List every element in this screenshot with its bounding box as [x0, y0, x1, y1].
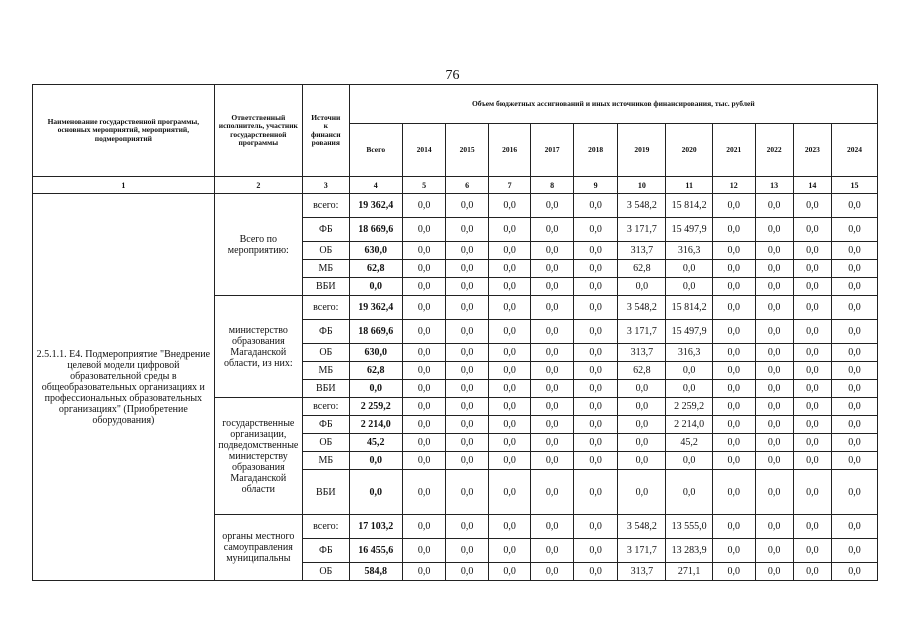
total-cell: 45,2 [349, 434, 402, 452]
column-number: 9 [573, 177, 618, 194]
funding-source-cell: всего: [302, 194, 349, 218]
header-year: 2024 [832, 124, 878, 177]
year-value-cell: 0,0 [402, 380, 446, 398]
column-number: 11 [666, 177, 713, 194]
year-value-cell: 0,0 [488, 398, 531, 416]
year-value-cell: 3 171,7 [618, 320, 666, 344]
year-value-cell: 0,0 [446, 539, 489, 563]
year-value-cell: 0,0 [402, 194, 446, 218]
year-value-cell: 0,0 [832, 539, 878, 563]
year-value-cell: 0,0 [531, 362, 574, 380]
year-value-cell: 0,0 [402, 515, 446, 539]
year-value-cell: 3 171,7 [618, 539, 666, 563]
column-number: 1 [33, 177, 215, 194]
header-year: 2016 [488, 124, 531, 177]
year-value-cell: 0,0 [832, 398, 878, 416]
funding-source-cell: ОБ [302, 563, 349, 581]
year-value-cell: 0,0 [573, 539, 618, 563]
year-value-cell: 0,0 [713, 194, 756, 218]
year-value-cell: 316,3 [666, 242, 713, 260]
year-value-cell: 0,0 [573, 398, 618, 416]
year-value-cell: 0,0 [531, 563, 574, 581]
total-cell: 18 669,6 [349, 218, 402, 242]
year-value-cell: 0,0 [755, 539, 793, 563]
header-program-name: Наименование государственной программы, основных мероприятий, мероприятий, подмероприятий [33, 85, 215, 177]
year-value-cell: 0,0 [402, 398, 446, 416]
year-value-cell: 13 555,0 [666, 515, 713, 539]
year-value-cell: 0,0 [832, 296, 878, 320]
funding-source-cell: МБ [302, 452, 349, 470]
total-cell: 0,0 [349, 470, 402, 515]
year-value-cell: 0,0 [488, 563, 531, 581]
column-number: 12 [713, 177, 756, 194]
year-value-cell: 0,0 [531, 278, 574, 296]
year-value-cell: 0,0 [713, 296, 756, 320]
year-value-cell: 0,0 [488, 296, 531, 320]
funding-source-cell: ФБ [302, 218, 349, 242]
year-value-cell: 0,0 [713, 434, 756, 452]
year-value-cell: 0,0 [713, 260, 756, 278]
year-value-cell: 0,0 [402, 470, 446, 515]
year-value-cell: 0,0 [531, 194, 574, 218]
year-value-cell: 0,0 [793, 563, 831, 581]
year-value-cell: 0,0 [666, 470, 713, 515]
year-value-cell: 15 497,9 [666, 320, 713, 344]
year-value-cell: 0,0 [832, 218, 878, 242]
header-funding-source-line: Источни [311, 112, 341, 122]
column-number: 13 [755, 177, 793, 194]
year-value-cell: 0,0 [573, 416, 618, 434]
year-value-cell: 0,0 [755, 320, 793, 344]
year-value-cell: 0,0 [573, 434, 618, 452]
year-value-cell: 0,0 [446, 434, 489, 452]
year-value-cell: 0,0 [488, 344, 531, 362]
year-value-cell: 0,0 [402, 278, 446, 296]
funding-source-cell: ВБИ [302, 470, 349, 515]
year-value-cell: 0,0 [446, 380, 489, 398]
year-value-cell: 0,0 [832, 416, 878, 434]
total-cell: 62,8 [349, 260, 402, 278]
year-value-cell: 0,0 [755, 194, 793, 218]
header-funding-title: Объем бюджетных ассигнований и иных источников финансирования, тыс. рублей [349, 85, 877, 124]
year-value-cell: 0,0 [666, 260, 713, 278]
year-value-cell: 0,0 [446, 320, 489, 344]
total-cell: 0,0 [349, 380, 402, 398]
year-value-cell: 0,0 [488, 242, 531, 260]
year-value-cell: 0,0 [793, 452, 831, 470]
year-value-cell: 0,0 [793, 260, 831, 278]
year-value-cell: 0,0 [488, 434, 531, 452]
year-value-cell: 15 497,9 [666, 218, 713, 242]
year-value-cell: 0,0 [832, 278, 878, 296]
year-value-cell: 3 548,2 [618, 296, 666, 320]
year-value-cell: 0,0 [755, 398, 793, 416]
year-value-cell: 313,7 [618, 563, 666, 581]
year-value-cell: 0,0 [402, 539, 446, 563]
year-value-cell: 0,0 [531, 434, 574, 452]
year-value-cell: 0,0 [573, 563, 618, 581]
total-cell: 630,0 [349, 344, 402, 362]
year-value-cell: 0,0 [531, 470, 574, 515]
year-value-cell: 0,0 [446, 398, 489, 416]
column-number: 6 [446, 177, 489, 194]
year-value-cell: 0,0 [755, 344, 793, 362]
year-value-cell: 0,0 [713, 320, 756, 344]
year-value-cell: 0,0 [446, 344, 489, 362]
year-value-cell: 0,0 [793, 344, 831, 362]
funding-source-cell: ОБ [302, 344, 349, 362]
year-value-cell: 0,0 [488, 539, 531, 563]
year-value-cell: 0,0 [573, 515, 618, 539]
year-value-cell: 15 814,2 [666, 194, 713, 218]
year-value-cell: 0,0 [618, 452, 666, 470]
year-value-cell: 0,0 [488, 218, 531, 242]
executor-cell: государственные организации, подведомственные министерству образования Магаданской области [214, 398, 302, 515]
year-value-cell: 0,0 [666, 278, 713, 296]
year-value-cell: 0,0 [488, 515, 531, 539]
year-value-cell: 0,0 [446, 362, 489, 380]
funding-source-cell: ОБ [302, 434, 349, 452]
header-year: 2014 [402, 124, 446, 177]
year-value-cell: 313,7 [618, 242, 666, 260]
year-value-cell: 0,0 [793, 380, 831, 398]
year-value-cell: 3 548,2 [618, 515, 666, 539]
year-value-cell: 0,0 [573, 344, 618, 362]
year-value-cell: 0,0 [832, 194, 878, 218]
year-value-cell: 0,0 [402, 344, 446, 362]
executor-cell: Всего по мероприятию: [214, 194, 302, 296]
year-value-cell: 0,0 [832, 344, 878, 362]
header-executor: Ответственный исполнитель, участник государственной программы [214, 85, 302, 177]
year-value-cell: 0,0 [573, 260, 618, 278]
year-value-cell: 0,0 [531, 218, 574, 242]
year-value-cell: 0,0 [755, 452, 793, 470]
year-value-cell: 0,0 [713, 380, 756, 398]
year-value-cell: 0,0 [531, 320, 574, 344]
year-value-cell: 0,0 [402, 452, 446, 470]
executor-cell: министерство образования Магаданской области, из них: [214, 296, 302, 398]
year-value-cell: 0,0 [793, 296, 831, 320]
year-value-cell: 0,0 [755, 563, 793, 581]
year-value-cell: 0,0 [446, 278, 489, 296]
year-value-cell: 0,0 [488, 416, 531, 434]
column-number-row [33, 177, 878, 194]
header-year: 2017 [531, 124, 574, 177]
header-funding-source [302, 85, 349, 177]
year-value-cell: 0,0 [446, 242, 489, 260]
year-value-cell: 0,0 [793, 416, 831, 434]
year-value-cell: 0,0 [793, 278, 831, 296]
year-value-cell: 0,0 [793, 470, 831, 515]
total-cell: 0,0 [349, 278, 402, 296]
total-cell: 2 259,2 [349, 398, 402, 416]
header-total: Всего [349, 124, 402, 177]
year-value-cell: 0,0 [488, 278, 531, 296]
year-value-cell: 0,0 [713, 563, 756, 581]
year-value-cell: 0,0 [832, 515, 878, 539]
year-value-cell: 0,0 [832, 452, 878, 470]
funding-source-cell: ФБ [302, 416, 349, 434]
year-value-cell: 0,0 [713, 344, 756, 362]
total-cell: 630,0 [349, 242, 402, 260]
year-value-cell: 0,0 [573, 296, 618, 320]
column-number: 8 [531, 177, 574, 194]
year-value-cell: 0,0 [713, 539, 756, 563]
year-value-cell: 0,0 [755, 380, 793, 398]
year-value-cell: 0,0 [755, 218, 793, 242]
year-value-cell: 0,0 [402, 242, 446, 260]
total-cell: 19 362,4 [349, 296, 402, 320]
year-value-cell: 0,0 [531, 398, 574, 416]
header-funding-source-line: рования [311, 138, 340, 147]
table-header [33, 85, 878, 194]
funding-source-cell: всего: [302, 515, 349, 539]
funding-source-cell: МБ [302, 260, 349, 278]
year-value-cell: 0,0 [402, 434, 446, 452]
year-value-cell: 0,0 [573, 320, 618, 344]
year-value-cell: 62,8 [618, 260, 666, 278]
year-value-cell: 0,0 [793, 362, 831, 380]
header-year: 2022 [755, 124, 793, 177]
year-value-cell: 0,0 [488, 260, 531, 278]
year-value-cell: 0,0 [531, 242, 574, 260]
year-value-cell: 0,0 [573, 452, 618, 470]
total-cell: 0,0 [349, 452, 402, 470]
header-year: 2015 [446, 124, 489, 177]
year-value-cell: 0,0 [402, 296, 446, 320]
year-value-cell: 0,0 [618, 434, 666, 452]
total-cell: 62,8 [349, 362, 402, 380]
column-number: 4 [349, 177, 402, 194]
year-value-cell: 0,0 [755, 260, 793, 278]
column-number: 5 [402, 177, 446, 194]
year-value-cell: 271,1 [666, 563, 713, 581]
funding-source-cell: ВБИ [302, 380, 349, 398]
year-value-cell: 0,0 [618, 416, 666, 434]
year-value-cell: 0,0 [755, 515, 793, 539]
total-cell: 584,8 [349, 563, 402, 581]
year-value-cell: 0,0 [832, 563, 878, 581]
year-value-cell: 0,0 [618, 278, 666, 296]
table-body [33, 194, 878, 581]
year-value-cell: 0,0 [573, 218, 618, 242]
year-value-cell: 0,0 [755, 278, 793, 296]
year-value-cell: 0,0 [488, 380, 531, 398]
year-value-cell: 0,0 [531, 452, 574, 470]
year-value-cell: 0,0 [793, 194, 831, 218]
year-value-cell: 0,0 [832, 434, 878, 452]
year-value-cell: 313,7 [618, 344, 666, 362]
funding-source-cell: всего: [302, 296, 349, 320]
year-value-cell: 0,0 [402, 218, 446, 242]
year-value-cell: 0,0 [666, 452, 713, 470]
year-value-cell: 2 259,2 [666, 398, 713, 416]
column-number: 3 [302, 177, 349, 194]
year-value-cell: 0,0 [618, 470, 666, 515]
header-year: 2023 [793, 124, 831, 177]
total-cell: 16 455,6 [349, 539, 402, 563]
header-year: 2019 [618, 124, 666, 177]
year-value-cell: 0,0 [573, 242, 618, 260]
year-value-cell: 0,0 [531, 344, 574, 362]
year-value-cell: 0,0 [793, 539, 831, 563]
year-value-cell: 0,0 [755, 434, 793, 452]
year-value-cell: 0,0 [713, 242, 756, 260]
year-value-cell: 0,0 [713, 470, 756, 515]
year-value-cell: 0,0 [573, 194, 618, 218]
year-value-cell: 0,0 [832, 362, 878, 380]
year-value-cell: 0,0 [755, 296, 793, 320]
year-value-cell: 0,0 [793, 242, 831, 260]
header-year: 2018 [573, 124, 618, 177]
total-cell: 19 362,4 [349, 194, 402, 218]
year-value-cell: 0,0 [446, 515, 489, 539]
year-value-cell: 0,0 [573, 470, 618, 515]
total-cell: 17 103,2 [349, 515, 402, 539]
year-value-cell: 0,0 [446, 416, 489, 434]
executor-cell: органы местного самоуправления муниципальны [214, 515, 302, 581]
year-value-cell: 0,0 [488, 194, 531, 218]
year-value-cell: 0,0 [573, 362, 618, 380]
year-value-cell: 0,0 [488, 362, 531, 380]
year-value-cell: 3 548,2 [618, 194, 666, 218]
year-value-cell: 0,0 [713, 362, 756, 380]
year-value-cell: 0,0 [793, 515, 831, 539]
funding-source-cell: ОБ [302, 242, 349, 260]
year-value-cell: 0,0 [402, 563, 446, 581]
year-value-cell: 0,0 [713, 278, 756, 296]
year-value-cell: 0,0 [446, 470, 489, 515]
year-value-cell: 0,0 [793, 320, 831, 344]
year-value-cell: 0,0 [573, 380, 618, 398]
year-value-cell: 62,8 [618, 362, 666, 380]
header-funding-source-line: к [323, 121, 328, 130]
program-name-cell: 2.5.1.1. Е4. Подмероприятие "Внедрение целевой модели цифровой образовательной среды в общеобразовательных организациях и профессиональных образовательных организациях" (Приобретение оборудования) [33, 194, 215, 581]
year-value-cell: 0,0 [531, 380, 574, 398]
year-value-cell: 0,0 [402, 362, 446, 380]
year-value-cell: 0,0 [793, 434, 831, 452]
column-number: 7 [488, 177, 531, 194]
year-value-cell: 0,0 [755, 470, 793, 515]
year-value-cell: 0,0 [402, 260, 446, 278]
year-value-cell: 0,0 [793, 398, 831, 416]
column-number: 2 [214, 177, 302, 194]
column-number: 15 [832, 177, 878, 194]
year-value-cell: 0,0 [531, 416, 574, 434]
funding-source-cell: ФБ [302, 539, 349, 563]
year-value-cell: 0,0 [618, 398, 666, 416]
total-cell: 18 669,6 [349, 320, 402, 344]
year-value-cell: 0,0 [713, 452, 756, 470]
year-value-cell: 0,0 [402, 320, 446, 344]
total-cell: 2 214,0 [349, 416, 402, 434]
year-value-cell: 0,0 [713, 218, 756, 242]
year-value-cell: 0,0 [832, 380, 878, 398]
year-value-cell: 3 171,7 [618, 218, 666, 242]
budget-table [32, 84, 878, 581]
column-number: 10 [618, 177, 666, 194]
year-value-cell: 0,0 [488, 470, 531, 515]
year-value-cell: 0,0 [793, 218, 831, 242]
year-value-cell: 0,0 [446, 194, 489, 218]
year-value-cell: 0,0 [531, 296, 574, 320]
year-value-cell: 0,0 [446, 218, 489, 242]
year-value-cell: 2 214,0 [666, 416, 713, 434]
page-number: 76 [445, 68, 460, 83]
year-value-cell: 0,0 [832, 260, 878, 278]
funding-source-cell: всего: [302, 398, 349, 416]
year-value-cell: 0,0 [713, 416, 756, 434]
header-year: 2021 [713, 124, 756, 177]
year-value-cell: 0,0 [446, 452, 489, 470]
year-value-cell: 0,0 [531, 260, 574, 278]
year-value-cell: 0,0 [446, 260, 489, 278]
funding-source-cell: ВБИ [302, 278, 349, 296]
header-year: 2020 [666, 124, 713, 177]
year-value-cell: 0,0 [488, 452, 531, 470]
funding-source-cell: МБ [302, 362, 349, 380]
year-value-cell: 0,0 [446, 296, 489, 320]
year-value-cell: 15 814,2 [666, 296, 713, 320]
year-value-cell: 316,3 [666, 344, 713, 362]
year-value-cell: 13 283,9 [666, 539, 713, 563]
year-value-cell: 0,0 [713, 515, 756, 539]
year-value-cell: 0,0 [832, 320, 878, 344]
year-value-cell: 0,0 [832, 242, 878, 260]
year-value-cell: 0,0 [531, 539, 574, 563]
header-funding-source-line: финанси [311, 129, 341, 139]
year-value-cell: 0,0 [755, 416, 793, 434]
year-value-cell: 0,0 [755, 242, 793, 260]
year-value-cell: 0,0 [488, 320, 531, 344]
table-row [33, 194, 878, 218]
year-value-cell: 0,0 [618, 380, 666, 398]
year-value-cell: 0,0 [713, 398, 756, 416]
funding-source-cell: ФБ [302, 320, 349, 344]
year-value-cell: 0,0 [755, 362, 793, 380]
year-value-cell: 0,0 [446, 563, 489, 581]
year-value-cell: 45,2 [666, 434, 713, 452]
year-value-cell: 0,0 [573, 278, 618, 296]
year-value-cell: 0,0 [531, 515, 574, 539]
year-value-cell: 0,0 [666, 380, 713, 398]
year-value-cell: 0,0 [666, 362, 713, 380]
column-number: 14 [793, 177, 831, 194]
year-value-cell: 0,0 [832, 470, 878, 515]
year-value-cell: 0,0 [402, 416, 446, 434]
